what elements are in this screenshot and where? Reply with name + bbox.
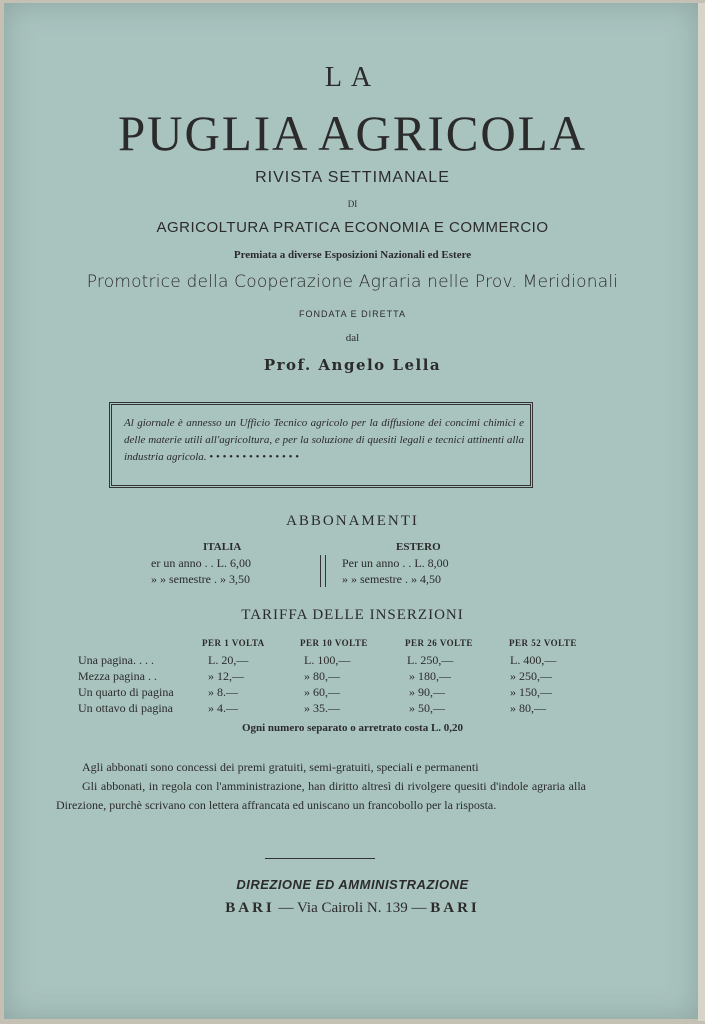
subscriptions-title: ABBONAMENTI [286,513,419,529]
author-name: Prof. Angelo Lella [263,356,442,374]
premiums-paragraph: Agli abbonati sono concessi dei premi gratuiti, semi-gratuiti, speciali e permanenti [82,760,479,774]
tariff-cell: » 12,— [208,669,244,683]
tariff-cell: L. 400,— [510,653,557,667]
divider-rule [265,858,375,859]
magazine-title: PUGLIA AGRICOLA [117,105,588,161]
tariff-header: PER 1 VOLTA [202,638,265,648]
title-article: LA [324,62,381,93]
tariff-cell: » 80,— [304,669,340,683]
notice-text: Al giornale è annesso un Ufficio Tecnico agricolo per la diffusione dei concimi chimici e delle materie utili all'agricoltura, e per la soluzione di quesiti legali e tecnici attinenti alla industria agricola. • • • • • • • • • • • • • • [124,417,524,463]
tariff-cell: » 60,— [304,685,340,699]
single-issue-price: Ogni numero separato o arretrato costa L. 0,20 [241,722,464,734]
italia-label: ITALIA [203,541,242,553]
tariff-row-label: Un quarto di pagina [78,685,174,699]
tariff-cell: » 250,— [510,669,552,683]
tariff-cell: » 80,— [510,701,546,715]
management-heading: DIREZIONE ED AMMINISTRAZIONE [236,877,469,892]
promotrice-line: Promotrice della Cooperazione Agraria nelle Prov. Meridionali [86,272,619,292]
tariff-title: TARIFFA DELLE INSERZIONI [241,607,464,623]
estero-label: ESTERO [396,541,441,553]
notice-box [109,402,533,488]
street-address: — Via Cairoli N. 139 — [274,900,431,916]
tariff-cell: » 4.— [208,701,238,715]
dal-line: dal [345,332,360,344]
italia-row-year: er un anno . . L. 6,00 [151,556,251,570]
awards-line: Premiata a diverse Esposizioni Nazionali ed Estere [233,249,472,261]
subtitle-di: DI [347,199,358,209]
tariff-row-label: Un ottavo di pagina [78,701,173,715]
italia-row-semester: » » semestre . » 3,50 [151,572,250,586]
page-edge [698,3,705,1021]
tariff-cell: » 90,— [409,685,445,699]
tariff-row-label: Una pagina. . . . [78,653,154,667]
subtitle: RIVISTA SETTIMANALE [255,169,450,186]
estero-row-year: Per un anno . . L. 8,00 [342,556,449,570]
tariff-header: PER 26 VOLTE [405,638,473,648]
subscribers-paragraph: Gli abbonati, in regola con l'amministrazione, han diritto altresì di rivolgere quesiti d'indole agraria alla Direzione, purchè scrivano con lettera affrancata ed uniscano un francobollo per la risposta. [56,779,586,812]
tariff-cell: L. 100,— [304,653,351,667]
address-line [0,900,705,917]
tariff-cell: » 35.— [304,701,340,715]
tariff-header: PER 52 VOLTE [509,638,577,648]
founded-line: FONDATA E DIRETTA [298,309,406,319]
column-divider [320,555,326,587]
estero-row-semester: » » semestre . » 4,50 [342,572,441,586]
tariff-cell: » 180,— [409,669,451,683]
tariff-cell: » 50,— [409,701,445,715]
tariff-cell: L. 20,— [208,653,249,667]
tariff-header: PER 10 VOLTE [300,638,368,648]
city-left: BARI [225,900,275,916]
tariff-cell: L. 250,— [407,653,454,667]
tariff-cell: » 8.— [208,685,238,699]
tariff-cell: » 150,— [510,685,552,699]
tariff-row-label: Mezza pagina . . [78,669,157,683]
city-right: BARI [430,900,480,916]
subtitle-topics: AGRICOLTURA PRATICA ECONOMIA E COMMERCIO [156,219,549,236]
